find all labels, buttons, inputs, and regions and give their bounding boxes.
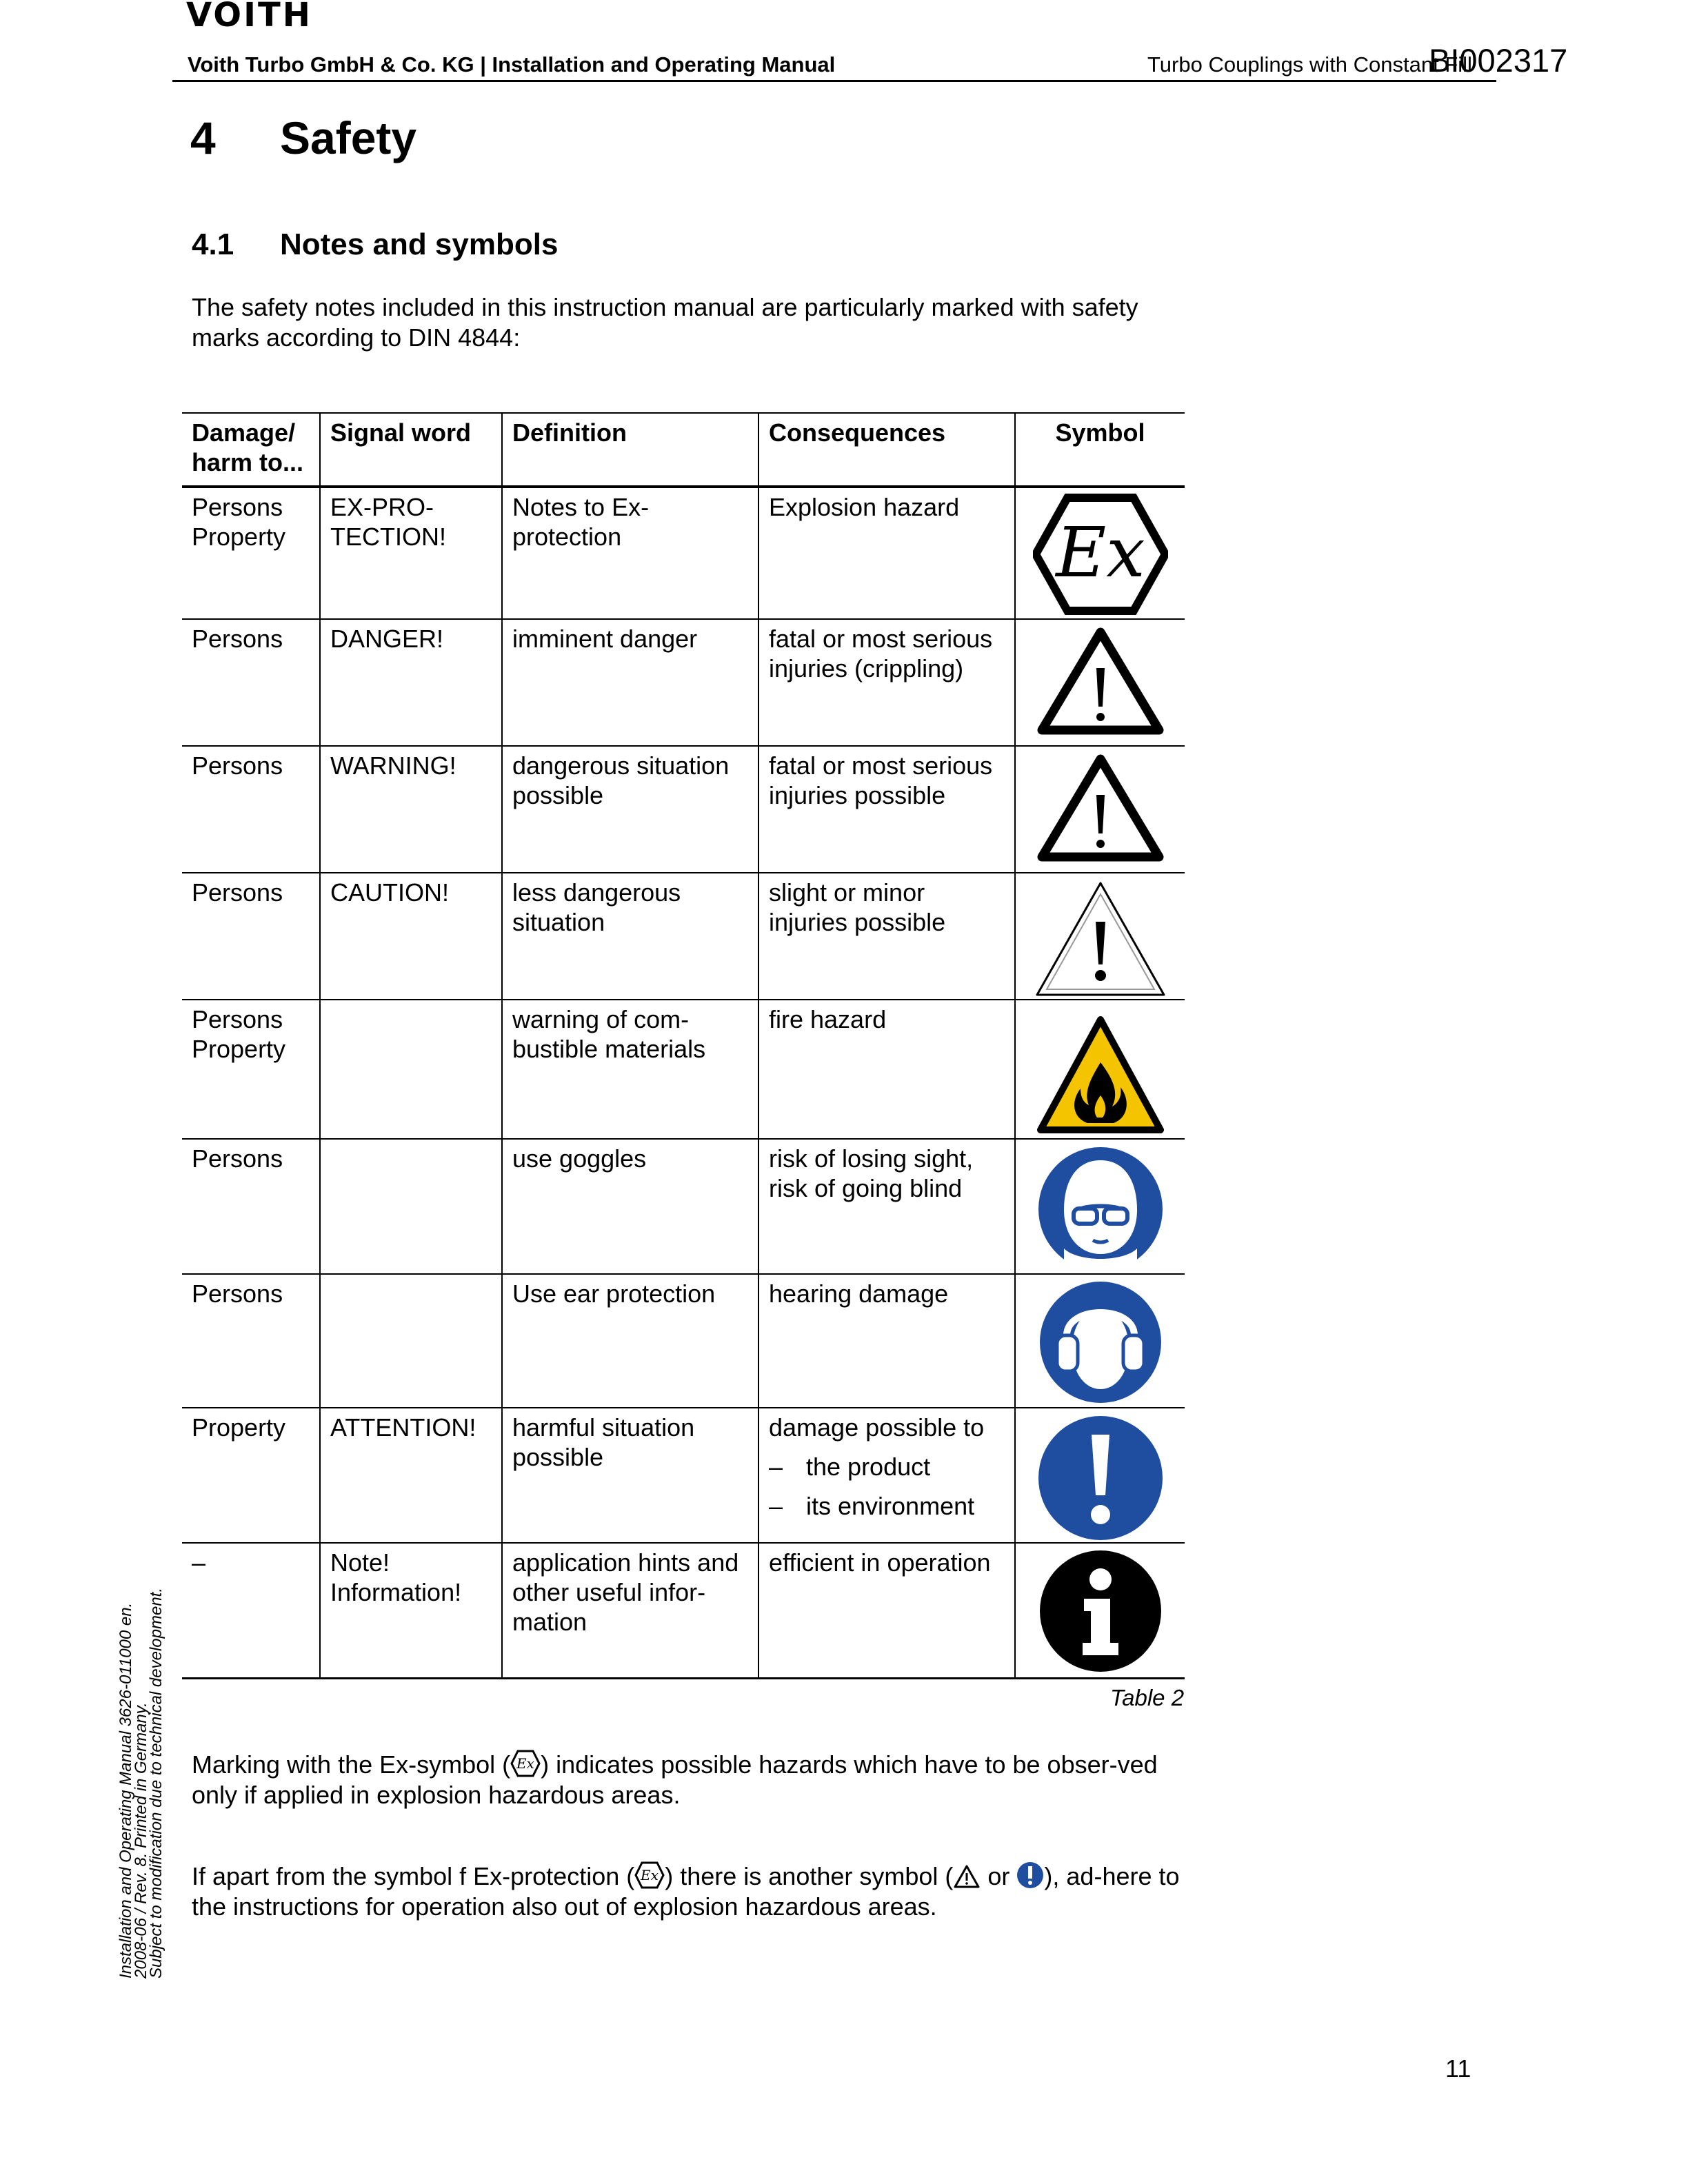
chapter-number: 4 (190, 112, 216, 163)
header-company-title: Voith Turbo GmbH & Co. KG | Installation and Operating Manual (188, 52, 836, 77)
warning-triangle-icon (953, 1864, 981, 1889)
warning-icon (1036, 752, 1165, 862)
cell-harm: – (182, 1543, 320, 1678)
table-row (182, 1408, 1185, 1543)
para-text: ) indicates possible hazards which have to be obser-ved only if applied in explosion hazardous areas. (192, 1750, 1158, 1809)
list-item-text: its environment (806, 1492, 975, 1520)
cell-consequence: efficient in operation (758, 1543, 1015, 1678)
attention-icon (1016, 1861, 1044, 1889)
goggles-icon (1036, 1145, 1165, 1273)
svg-text:Ex: Ex (1055, 512, 1145, 593)
danger-warning-icon (1036, 625, 1165, 736)
cell-definition: less dangerous situation (502, 873, 758, 1000)
cell-harm: Persons (182, 873, 320, 1000)
cell-definition: dangerous situation possible (502, 746, 758, 873)
intro-paragraph: The safety notes included in this instruction manual are particularly marked with safety marks according to DIN 4844: (192, 293, 1138, 352)
ex-protection-icon (510, 1750, 541, 1777)
table-row (182, 1000, 1185, 1139)
ex-protection-icon (634, 1861, 665, 1889)
cell-harm: Persons (182, 619, 320, 746)
table-caption: Table 2 (1110, 1685, 1185, 1710)
page-number: 11 (1445, 2054, 1471, 2083)
cell-definition: harmful situation possible (502, 1408, 758, 1543)
cell-symbol (1015, 1274, 1185, 1408)
cell-signal: DANGER! (320, 619, 502, 746)
para-text: If apart from the symbol f Ex-protection ( (192, 1862, 635, 1890)
cell-signal: ATTENTION! (320, 1408, 502, 1543)
cell-symbol (1015, 873, 1185, 1000)
ex-protection-icon (1033, 494, 1168, 615)
para-text: ), ad-here to the instructions for operation also out of explosion hazardous areas. (192, 1862, 1180, 1921)
cell-consequence: fire hazard (758, 1000, 1015, 1139)
section-number: 4.1 (192, 228, 234, 261)
imprint-line: Subject to modification due to technical development. (147, 1587, 165, 1979)
header-consequences: Consequences (758, 413, 1015, 487)
cell-definition: application hints and other useful infor-mation (502, 1543, 758, 1678)
cell-consequence: Explosion hazard (758, 487, 1015, 619)
list-item-text: the product (806, 1453, 931, 1481)
consequence-text: damage possible to (769, 1413, 985, 1442)
header-rule (172, 80, 1496, 82)
cell-symbol (1015, 487, 1185, 619)
safety-symbols-table (182, 412, 1185, 1679)
cell-symbol (1015, 1543, 1185, 1678)
voith-logo: VOITH (186, 0, 312, 34)
cell-definition: warning of com-bustible materials (502, 1000, 758, 1139)
list-item: – the product (769, 1453, 931, 1481)
cell-consequence (758, 1408, 1015, 1543)
table-row (182, 873, 1185, 1000)
header-harm: Damage/ harm to... (182, 413, 320, 487)
cell-harm: Persons (182, 1139, 320, 1274)
section-title: Notes and symbols (280, 228, 559, 261)
header-signal-word: Signal word (320, 413, 502, 487)
cell-consequence: slight or minor injuries possible (758, 873, 1015, 1000)
chapter-title: Safety (280, 112, 417, 163)
cell-consequence: risk of losing sight, risk of going blind (758, 1139, 1015, 1274)
imprint-line: Installation and Operating Manual 3626-011000 en. (117, 1602, 135, 1979)
cell-symbol (1015, 1408, 1185, 1543)
information-icon (1038, 1549, 1163, 1673)
table-row (182, 1139, 1185, 1274)
cell-signal (320, 1139, 502, 1274)
cell-symbol (1015, 619, 1185, 746)
table-row (182, 746, 1185, 873)
svg-text:Ex: Ex (641, 1867, 659, 1883)
additional-symbol-paragraph (192, 1861, 1192, 1922)
fire-hazard-icon (1035, 1014, 1166, 1138)
cell-signal: CAUTION! (320, 873, 502, 1000)
table-row (182, 1543, 1185, 1678)
cell-definition: imminent danger (502, 619, 758, 746)
attention-icon (1036, 1414, 1165, 1542)
cell-harm: Persons (182, 746, 320, 873)
para-text: or (981, 1862, 1017, 1890)
document-id: BI002317 (1429, 42, 1568, 79)
header-product: Turbo Couplings with Constant Fill (1147, 52, 1472, 77)
header-definition: Definition (502, 413, 758, 487)
cell-consequence: fatal or most serious injuries possible (758, 746, 1015, 873)
cell-signal (320, 1000, 502, 1139)
cell-harm: Persons Property (182, 487, 320, 619)
list-item: – its environment (769, 1492, 975, 1520)
cell-symbol (1015, 1139, 1185, 1274)
imprint-line: 2008-06 / Rev. 8. Printed in Germany. (132, 1702, 150, 1979)
cell-harm: Persons Property (182, 1000, 320, 1139)
cell-definition: Use ear protection (502, 1274, 758, 1408)
cell-harm: Persons (182, 1274, 320, 1408)
vertical-imprint (119, 1588, 164, 1979)
caution-icon (1033, 879, 1168, 999)
cell-signal (320, 1274, 502, 1408)
header-symbol: Symbol (1015, 413, 1185, 487)
table-row (182, 487, 1185, 619)
cell-harm: Property (182, 1408, 320, 1543)
cell-symbol (1015, 1000, 1185, 1139)
table-row (182, 619, 1185, 746)
cell-signal: EX-PRO-TECTION! (320, 487, 502, 619)
ex-symbol-paragraph (192, 1750, 1192, 1810)
cell-signal: WARNING! (320, 746, 502, 873)
table-header-row (182, 413, 1185, 487)
cell-symbol (1015, 746, 1185, 873)
para-text: ) there is another symbol ( (665, 1862, 954, 1890)
ear-protection-icon (1036, 1280, 1165, 1404)
cell-consequence: fatal or most serious injuries (crippling) (758, 619, 1015, 746)
para-text: Marking with the Ex-symbol ( (192, 1750, 511, 1779)
cell-definition: Notes to Ex-protection (502, 487, 758, 619)
cell-consequence: hearing damage (758, 1274, 1015, 1408)
svg-text:Ex: Ex (516, 1755, 535, 1772)
cell-signal: Note! Information! (320, 1543, 502, 1678)
table-row (182, 1274, 1185, 1408)
cell-definition: use goggles (502, 1139, 758, 1274)
